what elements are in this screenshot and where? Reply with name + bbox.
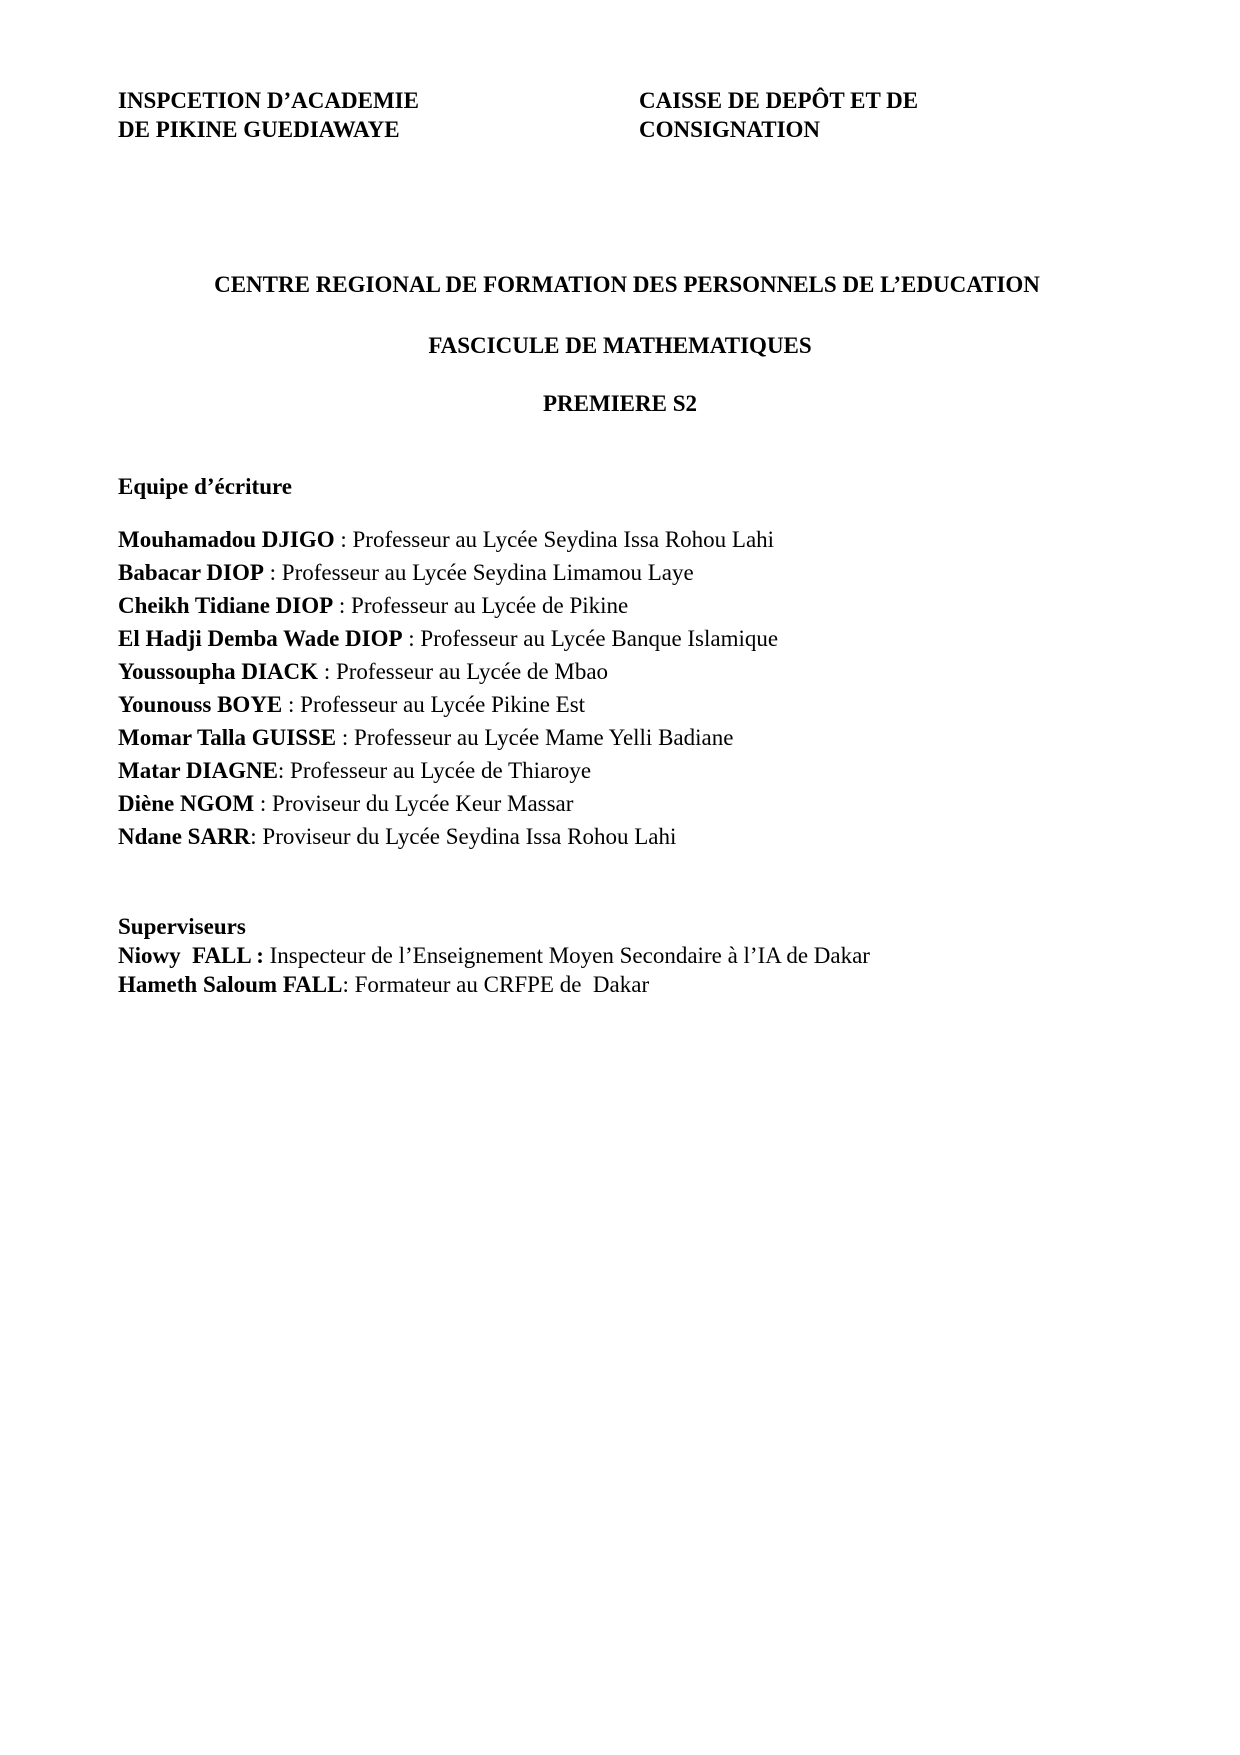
member-role: : Professeur au Lycée de Mbao: [318, 659, 609, 684]
supervisor-name: Hameth Saloum FALL: [118, 972, 343, 997]
supervisor-list: [118, 941, 870, 999]
fascicule-title: FASCICULE DE MATHEMATIQUES: [428, 333, 812, 358]
list-item: [118, 589, 778, 622]
header-right-line-2: CONSIGNATION: [639, 117, 821, 142]
header-caisse: [639, 86, 918, 144]
member-name: Younouss BOYE: [118, 692, 283, 717]
member-role: : Professeur au Lycée de Pikine: [333, 593, 629, 618]
member-role: : Professeur au Lycée Seydina Issa Rohou Lahi: [334, 527, 775, 552]
supervisor-role: Inspecteur de l’Enseignement Moyen Secondaire à l’IA de Dakar: [269, 943, 870, 968]
centre-title: CENTRE REGIONAL DE FORMATION DES PERSONNELS DE L’EDUCATION: [214, 272, 1040, 297]
level-title: PREMIERE S2: [543, 391, 697, 416]
list-item: [118, 523, 778, 556]
team-list: [118, 523, 778, 853]
member-name: Youssoupha DIACK: [118, 659, 319, 684]
list-item: [118, 787, 778, 820]
member-name: Mouhamadou DJIGO: [118, 527, 335, 552]
member-name: Ndane SARR: [118, 824, 251, 849]
supervisors-heading: Superviseurs: [118, 914, 246, 939]
supervisor-name: Niowy FALL :: [118, 943, 270, 968]
supervisor-role: : Formateur au CRFPE de Dakar: [342, 972, 650, 997]
team-heading: Equipe d’écriture: [118, 474, 292, 499]
list-item: [118, 556, 778, 589]
header-left-line-1: INSPCETION D’ACADEMIE: [118, 88, 419, 113]
member-role: : Professeur au Lycée de Thiaroye: [277, 758, 592, 783]
list-item: [118, 970, 870, 999]
header-inspection: [118, 86, 419, 144]
list-item: [118, 655, 778, 688]
member-name: El Hadji Demba Wade DIOP: [118, 626, 403, 651]
list-item: [118, 820, 778, 853]
member-role: : Professeur au Lycée Seydina Limamou Laye: [263, 560, 694, 585]
header-left-line-2: DE PIKINE GUEDIAWAYE: [118, 117, 400, 142]
member-name: Diène NGOM: [118, 791, 255, 816]
header-right-line-1: CAISSE DE DEPÔT ET DE: [639, 88, 919, 113]
member-name: Matar DIAGNE: [118, 758, 278, 783]
member-role: : Professeur au Lycée Pikine Est: [282, 692, 586, 717]
member-role: : Proviseur du Lycée Keur Massar: [254, 791, 574, 816]
list-item: [118, 941, 870, 970]
list-item: [118, 688, 778, 721]
list-item: [118, 622, 778, 655]
list-item: [118, 754, 778, 787]
member-name: Cheikh Tidiane DIOP: [118, 593, 334, 618]
member-name: Babacar DIOP: [118, 560, 264, 585]
member-role: : Professeur au Lycée Mame Yelli Badiane: [336, 725, 734, 750]
member-role: : Proviseur du Lycée Seydina Issa Rohou Lahi: [250, 824, 677, 849]
member-name: Momar Talla GUISSE: [118, 725, 337, 750]
list-item: [118, 721, 778, 754]
member-role: : Professeur au Lycée Banque Islamique: [402, 626, 779, 651]
